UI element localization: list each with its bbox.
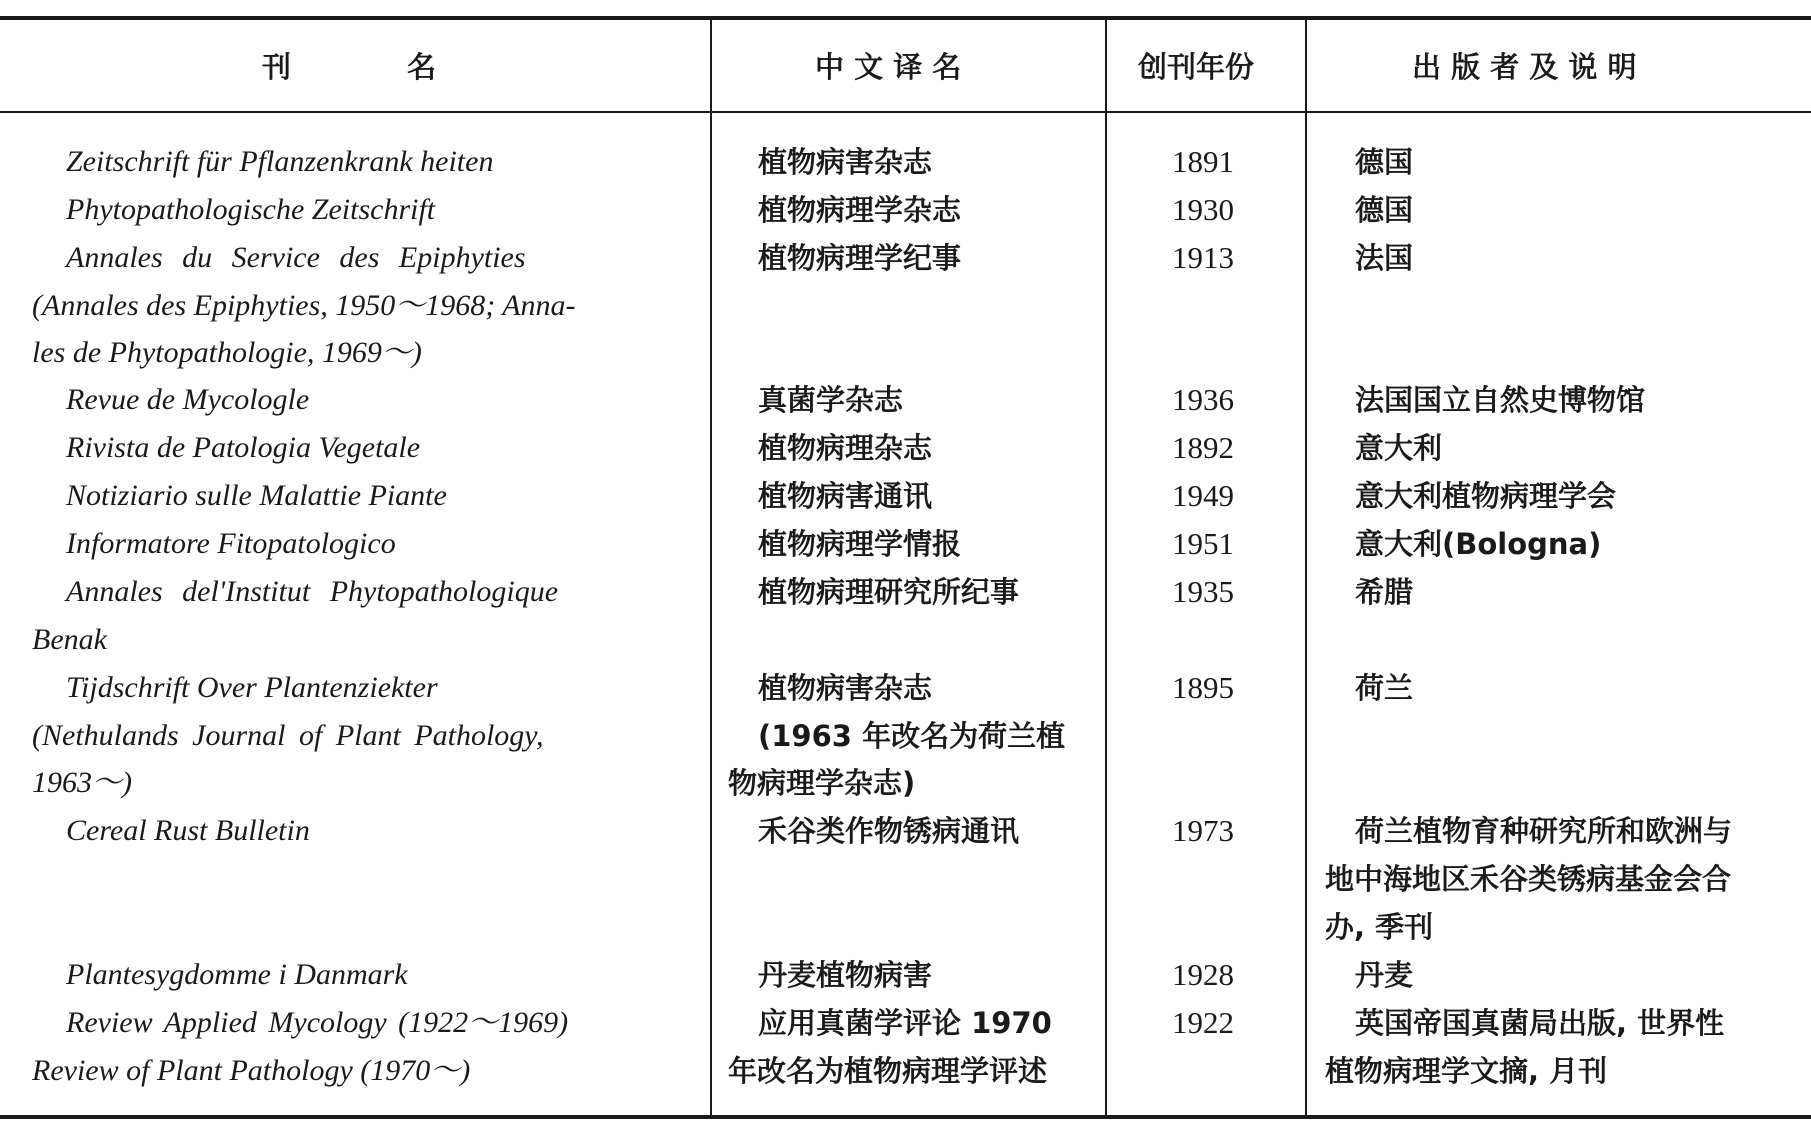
- journal-title: Tijdschrift Over Plantenziekter: [66, 671, 438, 704]
- founded-year: 1973: [1172, 813, 1234, 848]
- publisher-note: 意大利植物病理学会: [1355, 479, 1617, 513]
- founded-year: 1913: [1172, 240, 1234, 275]
- founded-year: 1892: [1172, 430, 1234, 465]
- publisher-note: 办, 季刊: [1325, 910, 1434, 944]
- publisher-note: 地中海地区禾谷类锈病基金会合: [1325, 862, 1732, 896]
- publisher-note: 意大利(Bologna): [1355, 527, 1602, 561]
- header-title: 刊 名: [262, 50, 437, 84]
- publisher-note: 德国: [1355, 193, 1414, 227]
- journal-title: Review Applied Mycology (1922～1969): [66, 1006, 569, 1039]
- publisher-note: 希腊: [1355, 575, 1414, 609]
- chinese-name: 植物病害杂志: [758, 145, 933, 179]
- journal-title: Rivista de Patologia Vegetale: [66, 431, 421, 464]
- publisher-note: 荷兰: [1355, 671, 1414, 705]
- journal-title: Informatore Fitopatologico: [66, 527, 396, 560]
- journal-title: 1963～): [32, 766, 132, 799]
- journal-title: les de Phytopathologie, 1969～): [32, 336, 422, 369]
- chinese-name: 年改名为植物病理学评述: [728, 1054, 1048, 1088]
- publisher-note: 植物病理学文摘, 月刊: [1325, 1054, 1608, 1088]
- table-bottom-rule: [0, 1115, 1811, 1119]
- journal-title: Annales del'Institut Phytopathologique: [66, 575, 559, 608]
- chinese-name: 植物病害杂志: [758, 671, 933, 705]
- chinese-name: (1963 年改名为荷兰植: [758, 719, 1066, 753]
- publisher-note: 德国: [1355, 145, 1414, 179]
- founded-year: 1949: [1172, 478, 1234, 513]
- journal-title: (Annales des Epiphyties, 1950～1968; Anna-: [32, 289, 576, 322]
- publisher-note: 丹麦: [1355, 958, 1414, 992]
- founded-year: 1895: [1172, 670, 1234, 705]
- chinese-name: 应用真菌学评论 1970: [758, 1006, 1052, 1040]
- chinese-name: 物病理学杂志): [728, 766, 916, 800]
- publisher-note: 荷兰植物育种研究所和欧洲与: [1355, 814, 1733, 848]
- journal-title: Plantesygdomme i Danmark: [66, 958, 408, 991]
- journal-title: Annales du Service des Epiphyties: [66, 241, 526, 274]
- founded-year: 1936: [1172, 382, 1234, 417]
- journal-title: Notiziario sulle Malattie Piante: [66, 479, 447, 512]
- chinese-name: 植物病理杂志: [758, 431, 933, 465]
- chinese-name: 真菌学杂志: [758, 383, 904, 417]
- chinese-name: 禾谷类作物锈病通讯: [758, 814, 1020, 848]
- publisher-note: 英国帝国真菌局出版, 世界性: [1355, 1006, 1725, 1040]
- chinese-name: 丹麦植物病害: [758, 958, 933, 992]
- column-divider: [1305, 18, 1307, 1116]
- journal-title: Review of Plant Pathology (1970～): [32, 1054, 471, 1087]
- journal-title: Revue de Mycologle: [66, 383, 310, 416]
- founded-year: 1951: [1172, 526, 1234, 561]
- chinese-name: 植物病理学情报: [758, 527, 962, 561]
- founded-year: 1891: [1172, 144, 1234, 179]
- column-divider: [1105, 18, 1107, 1116]
- column-divider: [710, 18, 712, 1116]
- journal-title: (Nethulands Journal of Plant Pathology,: [32, 719, 544, 752]
- chinese-name: 植物病理学纪事: [758, 241, 962, 275]
- table-top-rule: [0, 16, 1811, 20]
- journal-title: Phytopathologische Zeitschrift: [66, 193, 436, 226]
- founded-year: 1930: [1172, 192, 1234, 227]
- journal-title: Zeitschrift für Pflanzenkrank heiten: [66, 145, 494, 178]
- chinese-name: 植物病害通讯: [758, 479, 933, 513]
- chinese-name: 植物病理学杂志: [758, 193, 962, 227]
- journal-title: Benak: [32, 623, 107, 656]
- table-header-rule: [0, 111, 1811, 113]
- publisher-note: 法国国立自然史博物馆: [1355, 383, 1646, 417]
- chinese-name: 植物病理研究所纪事: [758, 575, 1020, 609]
- header-publisher: 出 版 者 及 说 明: [1412, 50, 1637, 84]
- header-chinese-name: 中 文 译 名: [815, 50, 962, 84]
- publisher-note: 意大利: [1355, 431, 1443, 465]
- founded-year: 1935: [1172, 574, 1234, 609]
- header-year: 创刊年份: [1138, 50, 1255, 84]
- founded-year: 1928: [1172, 957, 1234, 992]
- journal-title: Cereal Rust Bulletin: [66, 814, 310, 847]
- founded-year: 1922: [1172, 1005, 1234, 1040]
- publisher-note: 法国: [1355, 241, 1414, 275]
